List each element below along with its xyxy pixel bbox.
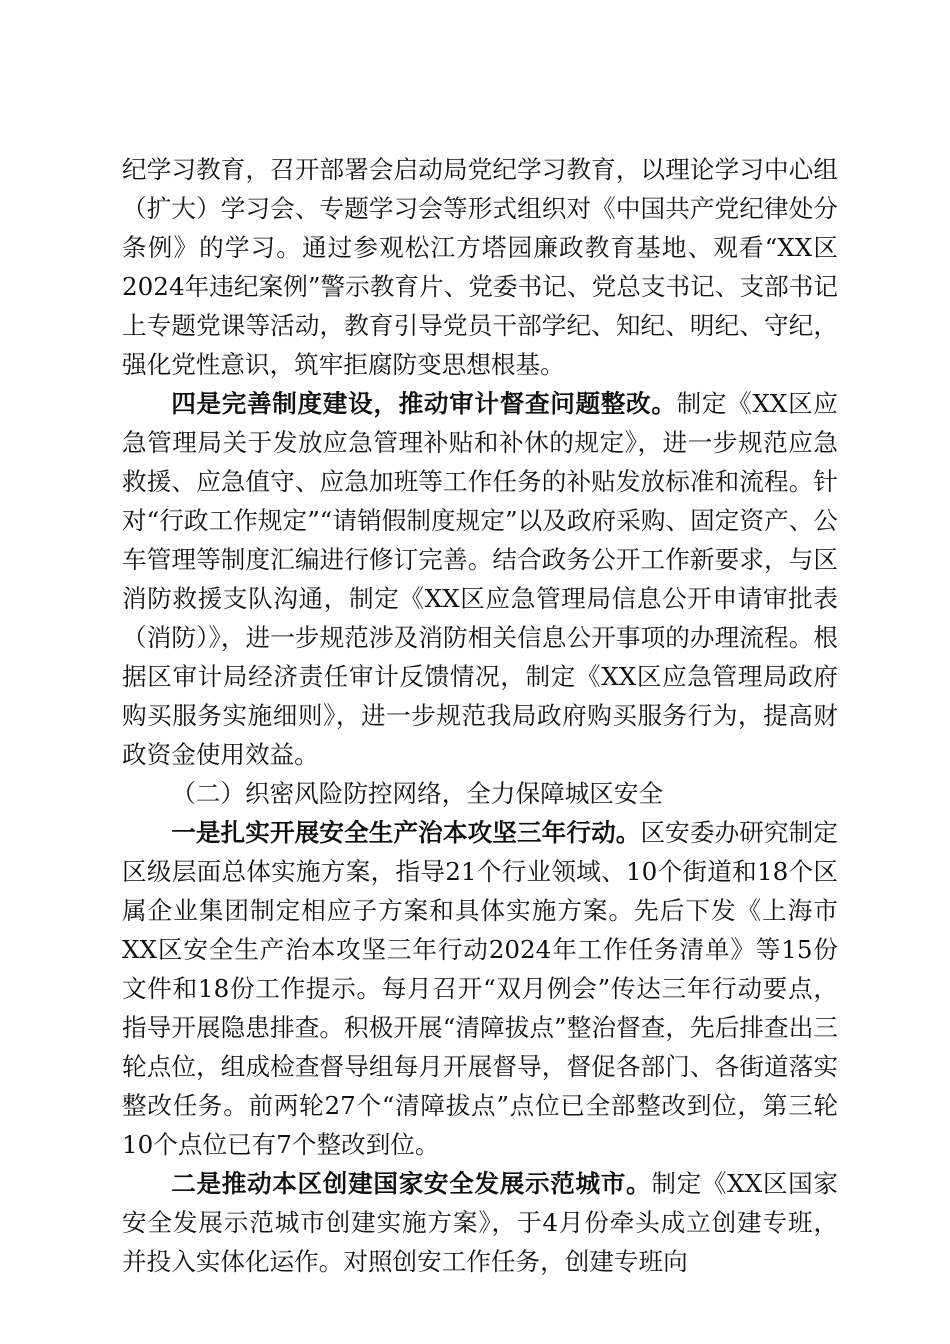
paragraph-lead: 一是扎实开展安全生产治本攻坚三年行动。 — [171, 818, 641, 847]
paragraph-text: 纪学习教育，召开部署会启动局党纪学习教育，以理论学习中心组（扩大）学习会、专题学习会等形式组织对《中国共产党纪律处分条例》的学习。通过参观松江方塔园廉政教育基地、观看“XX区2024年违纪案例”警示教育片、党委书记、党总支书记、支部书记上专题党课等活动，教育引导党员干部学纪、知纪、明纪、守纪，强化党性意识，筑牢拒腐防变思想根基。 — [122, 155, 838, 379]
document-body — [122, 150, 838, 1281]
paragraph-lead: 二是推动本区创建国家安全发展示范城市。 — [171, 1169, 652, 1198]
section-heading — [122, 774, 838, 813]
paragraph-system-building — [122, 384, 838, 774]
paragraph-safety-campaign — [122, 813, 838, 1164]
section-heading-text: （二）织密风险防控网络，全力保障城区安全 — [171, 779, 664, 808]
paragraph-safe-city — [122, 1164, 838, 1281]
paragraph-text: 区安委办研究制定区级层面总体实施方案，指导21个行业领域、10个街道和18个区属企业集团制定相应子方案和具体实施方案。先后下发《上海市XX区安全生产治本攻坚三年行动2024年工作任务清单》等15份文件和18份工作提示。每月召开“双月例会”传达三年行动要点，指导开展隐患排查。积极开展“清障拔点”整治督查，先后排查出三轮点位，组成检查督导组每月开展督导，督促各部门、各街道落实整改任务。前两轮27个“清障拔点”点位已全部整改到位，第三轮10个点位已有7个整改到位。 — [122, 818, 838, 1159]
paragraph-text: 制定《XX区国家安全发展示范城市创建实施方案》，于4月份牵头成立创建专班，并投入实体化运作。对照创安工作任务，创建专班向 — [122, 1169, 838, 1276]
paragraph-text: 制定《XX区应急管理局关于发放应急管理补贴和补休的规定》，进一步规范应急救援、应急值守、应急加班等工作任务的补贴发放标准和流程。针对“行政工作规定”“请销假制度规定”以及政府采购、固定资产、公车管理等制度汇编进行修订完善。结合政务公开工作新要求，与区消防救援支队沟通，制定《XX区应急管理局信息公开申请审批表（消防）》，进一步规范涉及消防相关信息公开事项的办理流程。根据区审计局经济责任审计反馈情况，制定《XX区应急管理局政府购买服务实施细则》，进一步规范我局政府购买服务行为，提高财政资金使用效益。 — [122, 389, 838, 769]
paragraph-lead: 四是完善制度建设，推动审计督查问题整改。 — [171, 389, 677, 418]
paragraph-party-discipline — [122, 150, 838, 384]
